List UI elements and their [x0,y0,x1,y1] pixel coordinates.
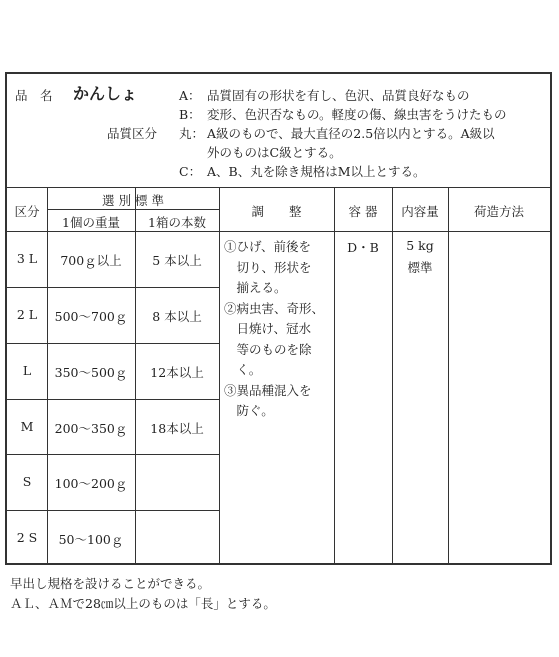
chosei-line: ①ひげ、前後を [224,239,312,254]
table-row-weight: 500〜700ｇ [54,309,128,324]
table-row-weight: 200〜350ｇ [54,421,128,436]
class-c-text: A、B、丸を除き規格はM以上とする。 [207,164,426,179]
naiyo-value-1: 5 kg [406,238,434,253]
grid-line [7,287,219,288]
chosei-line: 揃える。 [224,280,287,295]
col-header-naiyo: 内容量 [401,204,439,219]
yoki-value: D・B [347,240,379,255]
name-value: かんしょ [73,84,138,103]
grid-line [7,231,550,232]
grid-line [448,188,449,565]
chosei-line: ③異品種混入を [224,382,312,398]
col-header-nizukuri: 荷造方法 [473,204,524,219]
footnote-1: 早出し規格を設けることができる。 [10,576,211,591]
table-row-count: 12本以上 [150,365,204,380]
class-a-key: A： [179,88,201,103]
chosei-line: く。 [224,362,262,377]
col-header-senbetsu: 選 別 標 準 [102,193,164,208]
header-block [7,74,550,188]
table-row-weight: 100〜200ｇ [54,476,128,491]
class-maru-text-2: 外のものはC級とする。 [207,145,342,160]
class-a-text: 品質固有の形状を有し、色沢、品質良好なもの [207,88,470,103]
chosei-line: 防ぐ。 [224,403,274,418]
table-row-weight: 50〜100ｇ [58,532,124,547]
grid-line [7,454,219,455]
table-row-count: 18本以上 [150,421,204,436]
chosei-text [224,237,324,422]
chosei-line: 等のものを除 [224,341,312,357]
table-row-count: 5 本以上 [152,253,202,268]
table-row-weight: 700ｇ以上 [60,253,122,268]
grid-line [219,188,220,565]
grid-line [47,209,219,210]
table-row-grade: M [20,419,34,434]
chosei-line: ②病虫害、奇形、 [224,300,325,316]
col-header-chosei: 調 整 [251,204,302,219]
table-row-grade: 3 L [16,251,38,266]
chosei-line: 日焼け、冠水 [224,321,312,336]
col-header-kubun: 区分 [14,204,40,219]
class-maru-key: 丸： [179,126,205,141]
table-row-grade: L [22,363,32,378]
name-label: 品 名 [15,88,53,103]
class-maru-text-1: A級のもので、最大直径の2.5倍以内とする。A級以 [207,126,495,141]
naiyo-value-2: 標準 [407,260,433,275]
grid-line [7,343,219,344]
col-header-yoki: 容 器 [348,204,378,219]
spec-table-frame [5,72,552,565]
class-label: 品質区分 [107,126,158,141]
table-row-grade: 2 L [16,307,38,322]
table-row-weight: 350〜500ｇ [54,365,128,380]
class-b-key: B： [179,107,201,122]
grid-line [7,510,219,511]
table-row-grade: S [22,474,32,489]
class-c-key: C： [179,164,202,179]
class-b-text: 変形、色沢否なもの。軽度の傷、線虫害をうけたもの [207,107,507,122]
grid-line [7,399,219,400]
table-row-grade: 2 S [16,530,38,545]
col-header-count: 1箱の本数 [148,215,206,230]
table-row-count: 8 本以上 [152,309,202,324]
footnote-2: ＡＬ、ＡＭで28㎝以上のものは「長」とする。 [10,596,276,611]
col-header-weight: 1個の重量 [62,215,120,230]
chosei-line: 切り、形状を [224,259,312,275]
